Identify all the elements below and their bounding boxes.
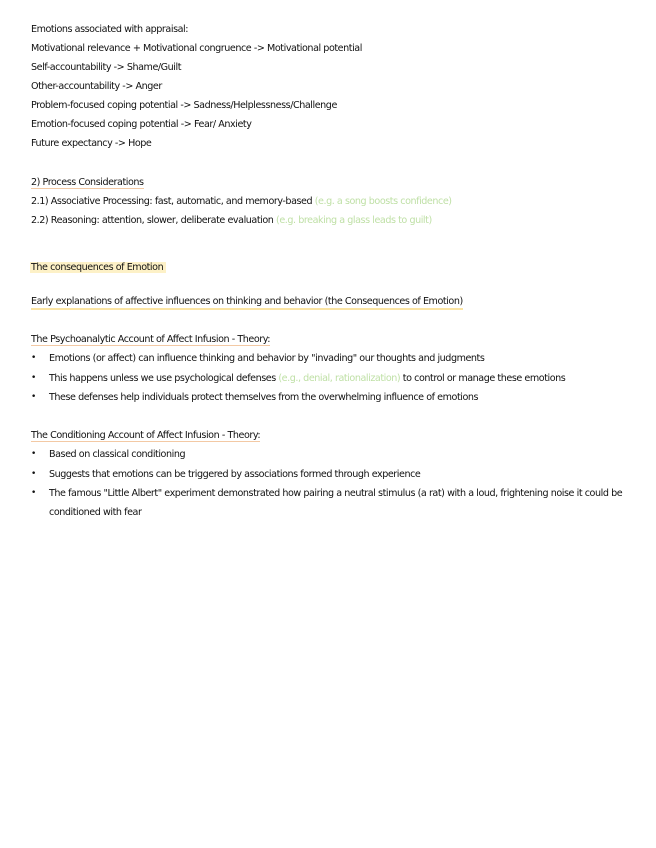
bullet-marker: •	[31, 449, 36, 459]
bullet-text-post: to control or manage these emotions	[400, 373, 566, 384]
associative-processing-line	[31, 195, 452, 208]
consequences-subheading-text: Early explanations of affective influences on thinking and behavior (the Consequences of Emotion)	[31, 296, 463, 310]
bullet-text: Suggests that emotions can be triggered by associations formed through experience	[49, 469, 421, 480]
reasoning-line	[31, 214, 432, 227]
process-heading-text: 2) Process Considerations	[31, 177, 144, 188]
conditioning-title	[31, 429, 260, 442]
conditioning-title-text: The Conditioning Account of Affect Infusion - Theory:	[31, 430, 261, 441]
reasoning-example: (e.g. breaking a glass leads to guilt)	[276, 215, 432, 226]
bullet-marker: •	[31, 488, 36, 498]
reasoning-text: 2.2) Reasoning: attention, slower, deliberate evaluation	[31, 215, 277, 226]
process-heading	[31, 176, 144, 189]
appraisal-line-4: Other-accountability -> Anger	[31, 81, 162, 92]
bullet-text: These defenses help individuals protect themselves from the overwhelming influence of emotions	[49, 392, 479, 403]
bullet-marker: •	[31, 353, 36, 363]
appraisal-line-3: Self-accountability -> Shame/Guilt	[31, 62, 182, 73]
appraisal-line-5: Problem-focused coping potential -> Sadness/Helplessness/Challenge	[31, 100, 337, 111]
bullet-text-example: (e.g., denial, rationalization)	[278, 373, 401, 384]
consequences-heading-text: The consequences of Emotion	[30, 262, 166, 273]
bullet-marker: •	[31, 373, 36, 383]
appraisal-line-1: Emotions associated with appraisal:	[31, 24, 189, 35]
associative-processing-example: (e.g. a song boosts confidence)	[314, 196, 452, 207]
bullet-text: Based on classical conditioning	[49, 449, 186, 460]
appraisal-line-2: Motivational relevance + Motivational congruence -> Motivational potential	[31, 43, 362, 54]
psychoanalytic-title	[31, 333, 270, 346]
appraisal-line-7: Future expectancy -> Hope	[31, 138, 152, 149]
bullet-marker: •	[31, 469, 36, 479]
bullet-text: The famous "Little Albert" experiment demonstrated how pairing a neutral stimulus (a rat) with a loud, frightening noise it could be conditioned with fear	[49, 488, 623, 518]
consequences-subheading	[31, 295, 463, 308]
psychoanalytic-title-text: The Psychoanalytic Account of Affect Infusion - Theory:	[31, 334, 271, 345]
bullet-text	[49, 372, 641, 385]
bullet-marker: •	[31, 392, 36, 402]
associative-processing-text: 2.1) Associative Processing: fast, automatic, and memory-based	[31, 196, 315, 207]
appraisal-line-6: Emotion-focused coping potential -> Fear/ Anxiety	[31, 119, 252, 130]
consequences-heading	[31, 261, 166, 274]
bullet-text: Emotions (or affect) can influence thinking and behavior by "invading" our thoughts and judgments	[49, 353, 485, 364]
bullet-text-pre: This happens unless we use psychological defenses	[49, 373, 279, 384]
